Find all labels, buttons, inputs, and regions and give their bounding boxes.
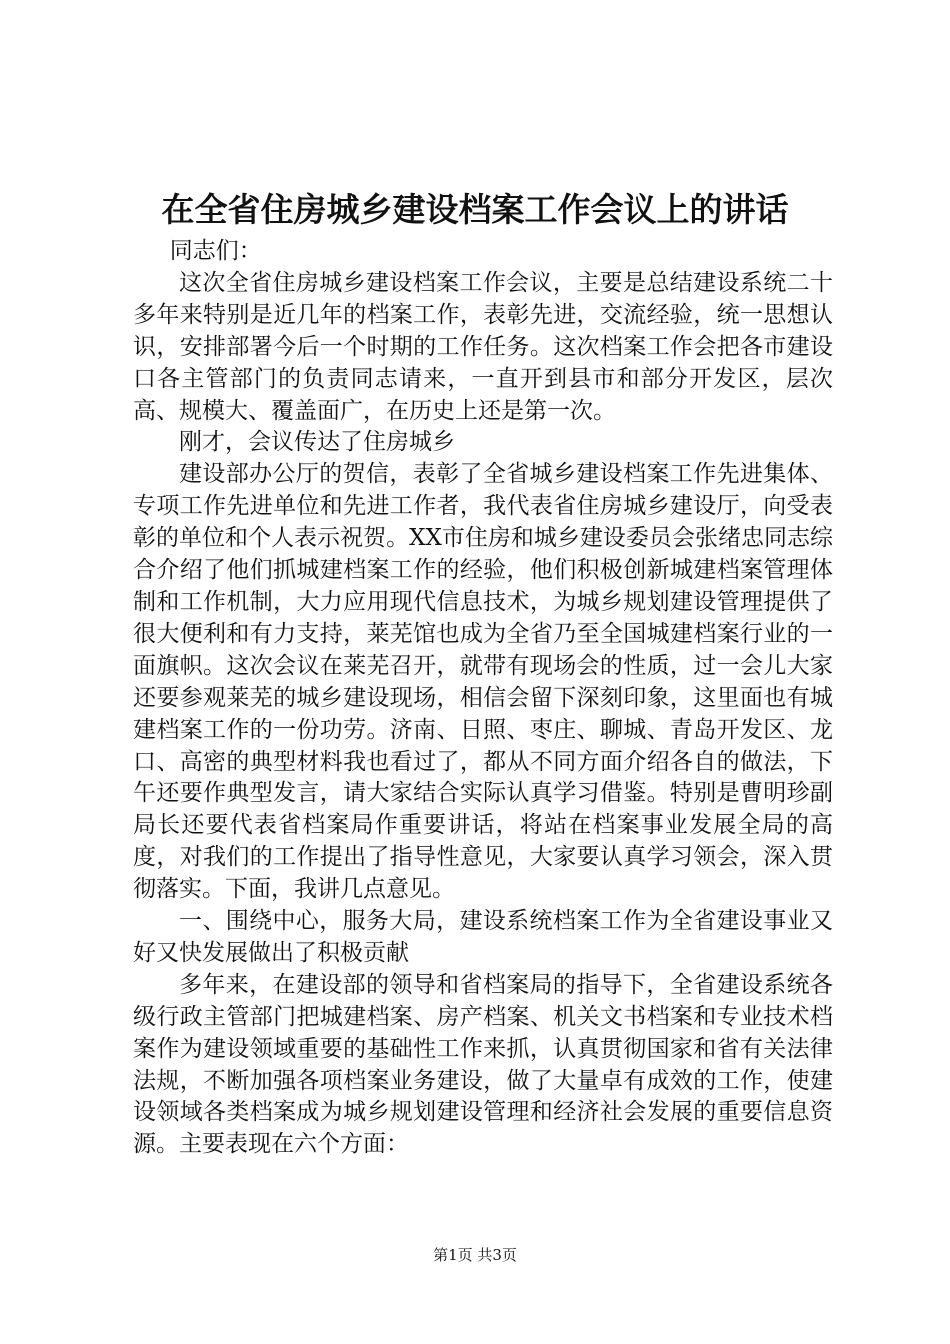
- document-body: [133, 236, 833, 1161]
- paragraph: 建设部办公厅的贺信，表彰了全省城乡建设档案工作先进集体、专项工作先进单位和先进工作者，我代表省住房城乡建设厅，向受表彰的单位和个人表示祝贺。XX市住房和城乡建设委员会张绪忠同志综合介绍了他们抓城建档案工作的经验，他们积极创新城建档案管理体制和工作机制，大力应用现代信息技术，为城乡规划建设管理提供了很大便利和有力支持，莱芜馆也成为全省乃至全国城建档案行业的一面旗帜。这次会议在莱芜召开，就带有现场会的性质，过一会儿大家还要参观莱芜的城乡建设现场，相信会留下深刻印象，这里面也有城建档案工作的一份功劳。济南、日照、枣庄、聊城、青岛开发区、龙口、高密的典型材料我也看过了，都从不同方面介绍各自的做法，下午还要作典型发言，请大家结合实际认真学习借鉴。特别是曹明珍副局长还要代表省档案局作重要讲话，将站在档案事业发展全局的高度，对我们的工作提出了指导性意见，大家要认真学习领会，深入贯彻落实。下面，我讲几点意见。: [133, 461, 833, 903]
- salutation: 同志们：: [169, 238, 262, 264]
- document-title: 在全省住房城乡建设档案工作会议上的讲话: [161, 190, 789, 229]
- page-footer: 第1页 共3页: [433, 1246, 517, 1264]
- paragraph: 这次全省住房城乡建设档案工作会议，主要是总结建设系统二十多年来特别是近几年的档案工作，表彰先进，交流经验，统一思想认识，安排部署今后一个时期的工作任务。这次档案工作会把各市建设口各主管部门的负责同志请来，一直开到县市和部分开发区，层次高、规模大、覆盖面广，在历史上还是第一次。: [133, 269, 833, 424]
- section-heading: 一、围绕中心，服务大局，建设系统档案工作为全省建设事业又好又快发展做出了积极贡献: [133, 908, 833, 966]
- paragraph: 刚才，会议传达了住房城乡: [179, 429, 455, 456]
- paragraph: 多年来，在建设部的领导和省档案局的指导下，全省建设系统各级行政主管部门把城建档案、房产档案、机关文书档案和专业技术档案作为建设领域重要的基础性工作来抓，认真贯彻国家和省有关法律法规，不断加强各项档案业务建设，做了大量卓有成效的工作，使建设领域各类档案成为城乡规划建设管理和经济社会发展的重要信息资源。主要表现在六个方面：: [133, 971, 833, 1158]
